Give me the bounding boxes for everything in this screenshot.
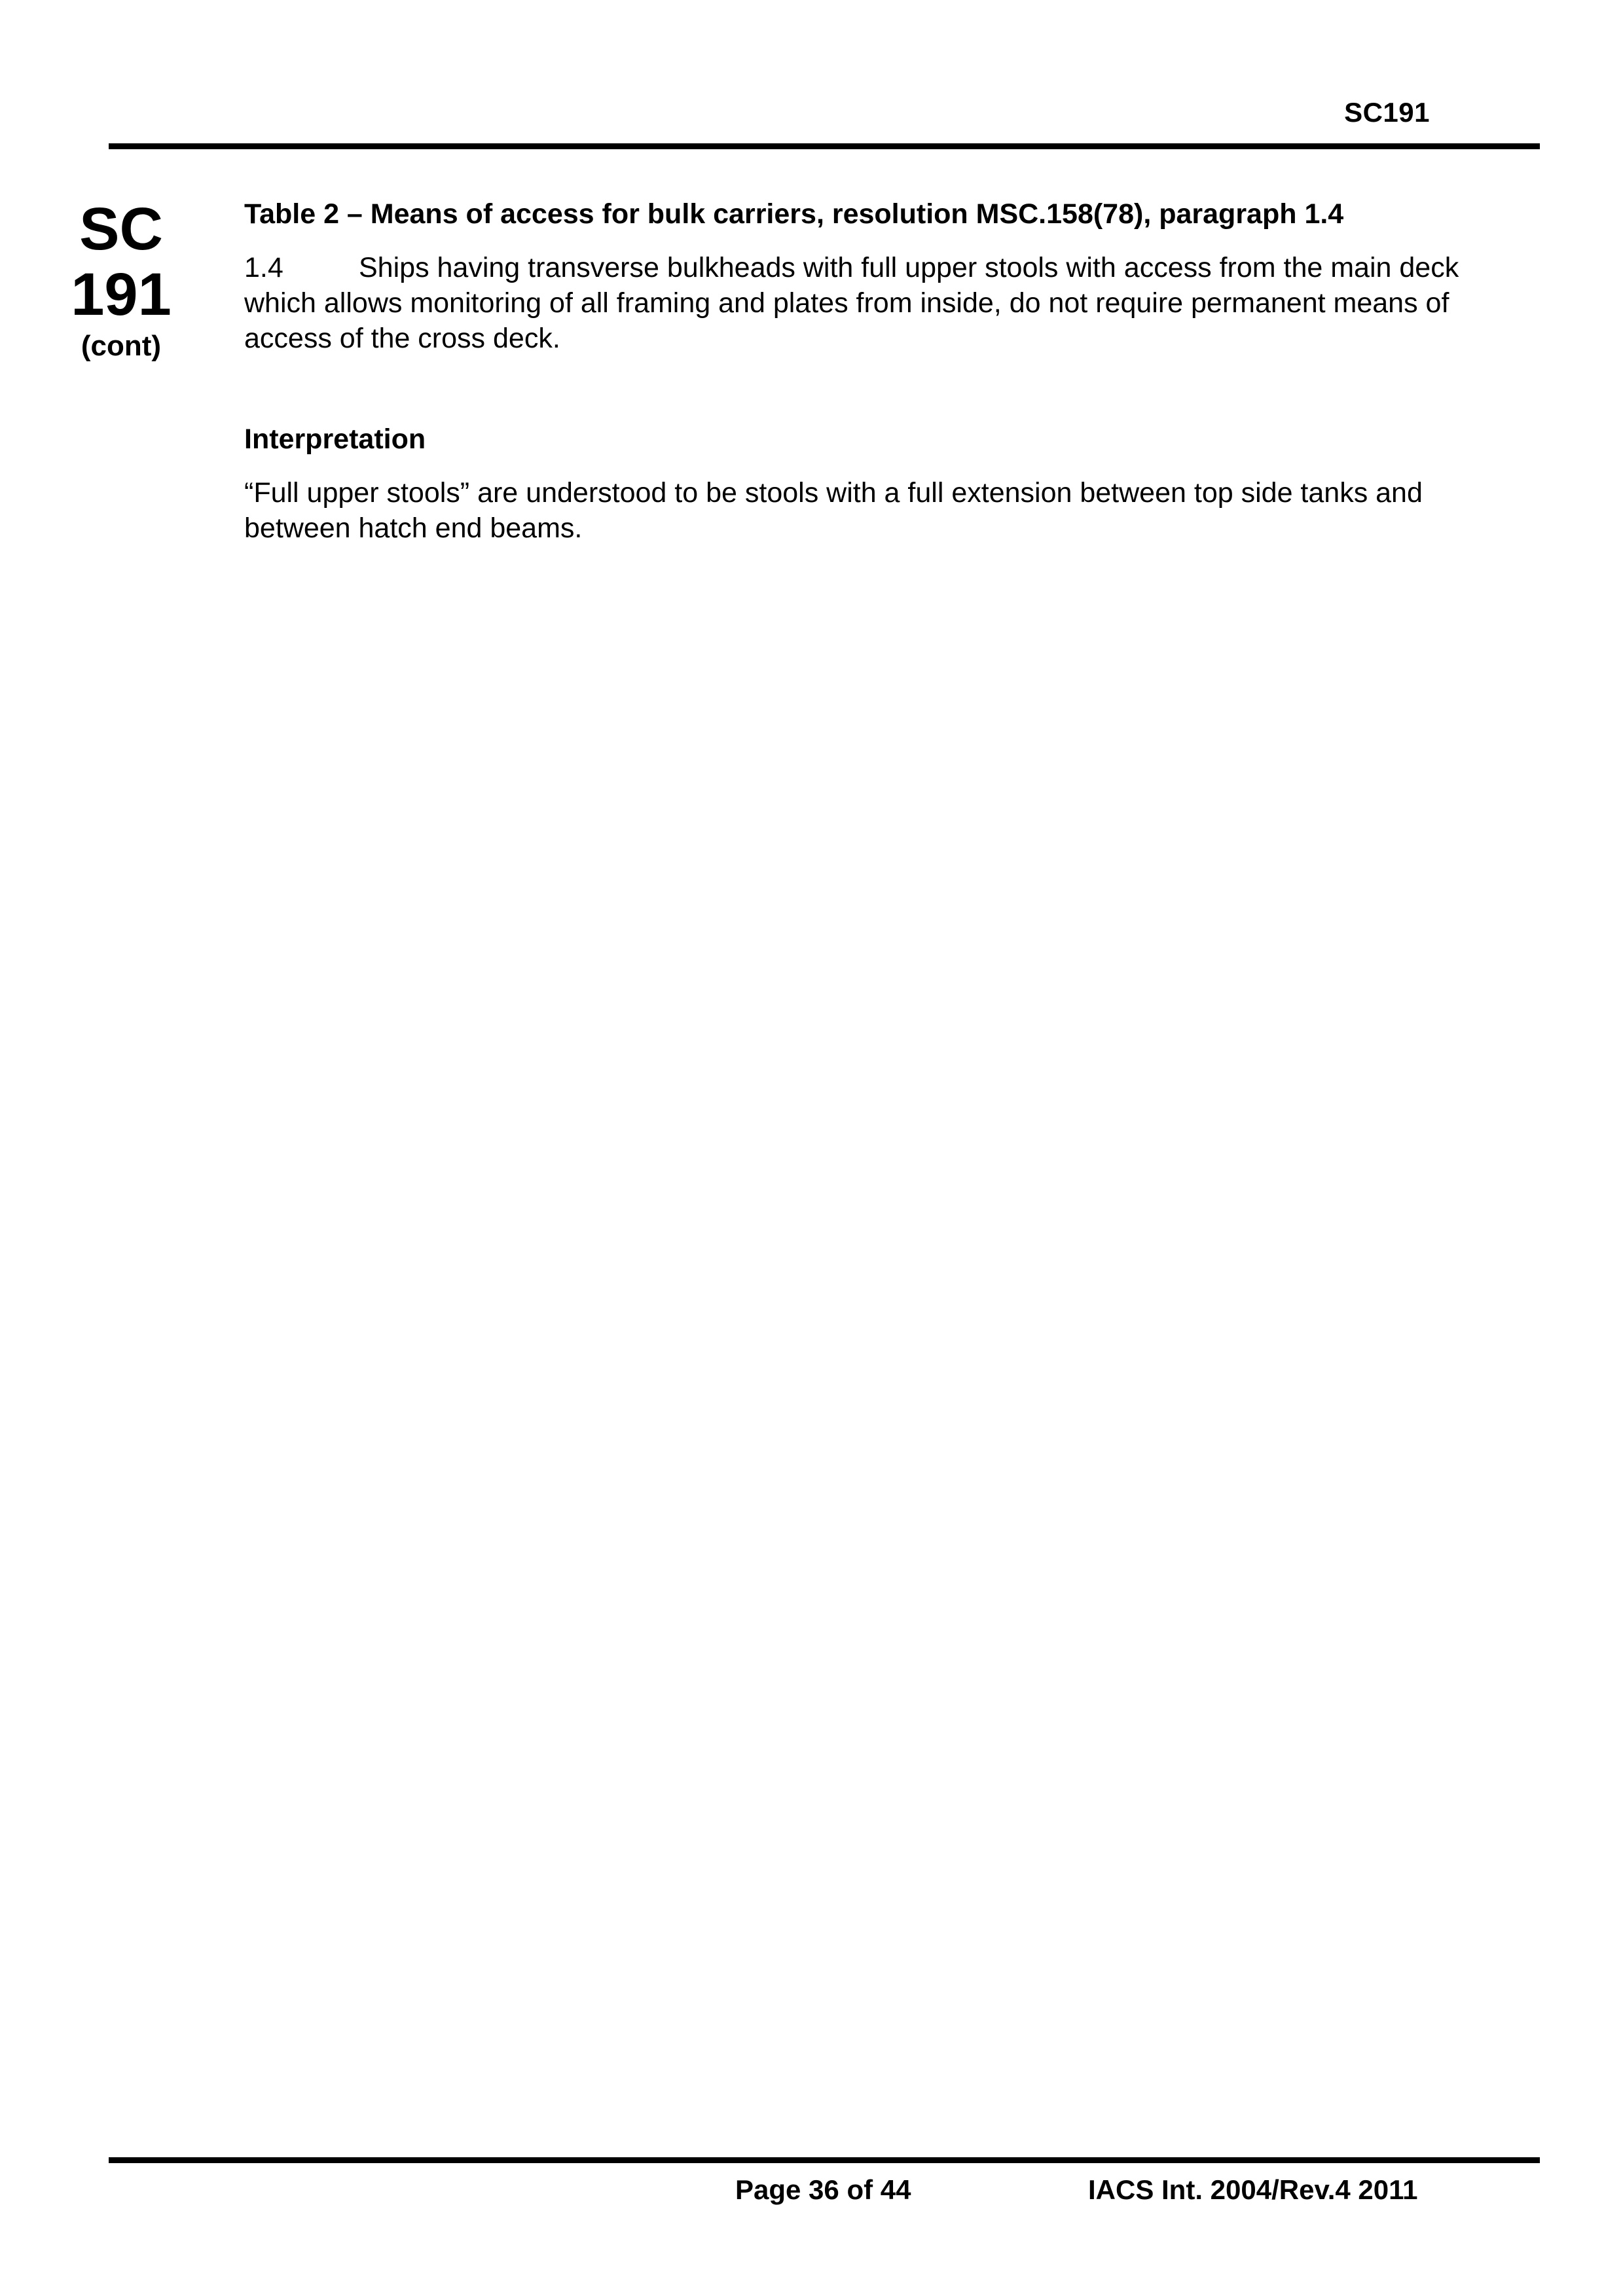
margin-cont: (cont) bbox=[81, 330, 162, 362]
header-code: SC191 bbox=[1344, 97, 1430, 128]
header-rule bbox=[109, 143, 1540, 149]
paragraph-1-4 bbox=[244, 250, 1475, 356]
margin-label bbox=[65, 196, 177, 364]
main-content bbox=[244, 196, 1475, 546]
footer-rule bbox=[109, 2157, 1540, 2163]
footer-reference: IACS Int. 2004/Rev.4 2011 bbox=[1088, 2174, 1418, 2205]
margin-sc: SC bbox=[79, 196, 163, 262]
interpretation-text: “Full upper stools” are understood to be stools with a full extension between top side tanks and between hatch end beams. bbox=[244, 477, 1423, 544]
interpretation-heading: Interpretation bbox=[244, 423, 426, 455]
footer-page-number: Page 36 of 44 bbox=[735, 2174, 911, 2205]
table-title: Table 2 – Means of access for bulk carriers, resolution MSC.158(78), paragraph 1.4 bbox=[244, 198, 1344, 230]
paragraph-text: Ships having transverse bulkheads with full upper stools with access from the main deck which allows monitoring of all framing and plates from inside, do not require permanent means of access of the cross deck. bbox=[244, 252, 1459, 354]
margin-number: 191 bbox=[71, 261, 172, 328]
paragraph-number: 1.4 bbox=[244, 252, 283, 283]
